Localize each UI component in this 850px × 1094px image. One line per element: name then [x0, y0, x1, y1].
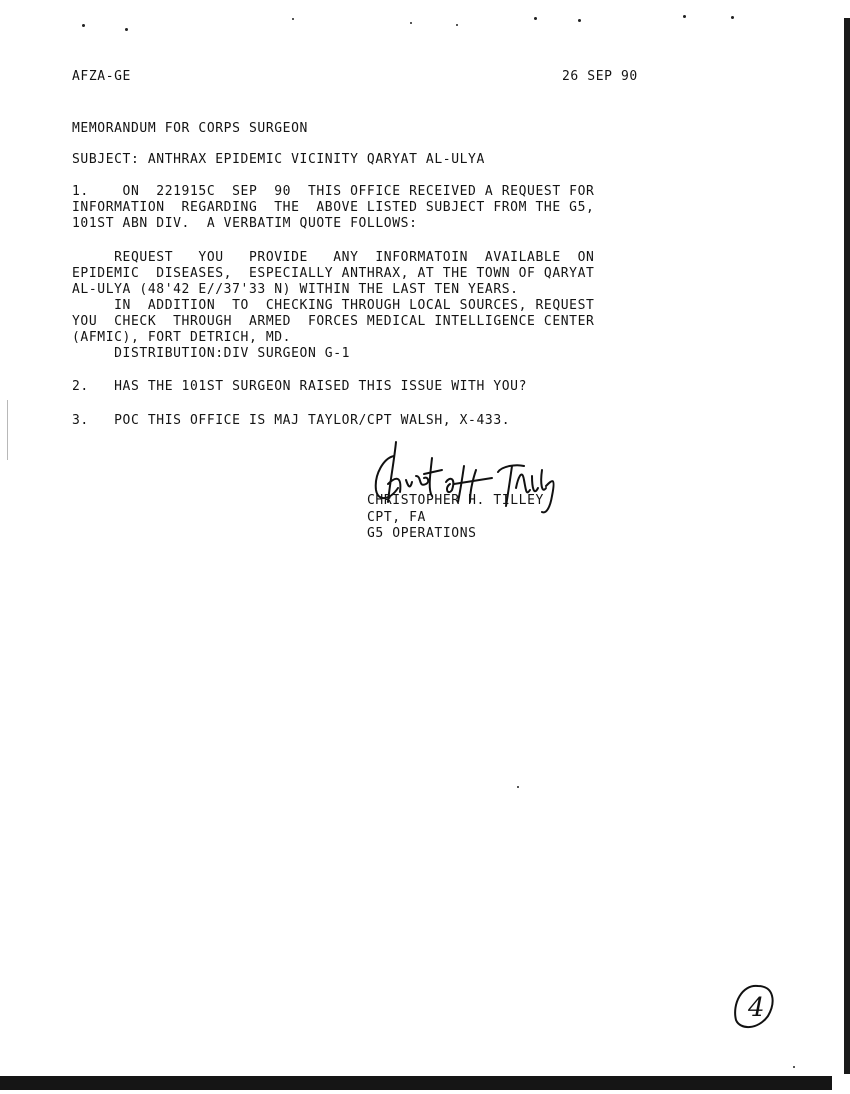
- quote-line6: (AFMIC), FORT DETRICH, MD.: [72, 330, 292, 345]
- scan-speck: [82, 24, 85, 27]
- scan-speck: [534, 17, 537, 20]
- quote-line7: DISTRIBUTION:DIV SURGEON G-1: [72, 346, 351, 361]
- scan-speck: [125, 28, 128, 31]
- quote-line1: REQUEST YOU PROVIDE ANY INFORMATOIN AVAILABLE ON: [72, 250, 595, 265]
- para2: 2. HAS THE 101ST SURGEON RAISED THIS ISSUE WITH YOU?: [72, 379, 528, 394]
- scan-speck: [456, 24, 458, 26]
- scan-speck: [793, 1066, 795, 1068]
- scan-speck: [731, 16, 734, 19]
- quote-line2: EPIDEMIC DISEASES, ESPECIALLY ANTHRAX, AT THE TOWN OF QARYAT: [72, 266, 595, 281]
- handwritten-page-number: [728, 980, 778, 1032]
- quote-line4: IN ADDITION TO CHECKING THROUGH LOCAL SOURCES, REQUEST: [72, 298, 595, 313]
- scan-mark-left: [7, 400, 10, 460]
- memo-subject: SUBJECT: ANTHRAX EPIDEMIC VICINITY QARYAT AL-ULYA: [72, 152, 485, 167]
- scan-speck: [578, 19, 581, 22]
- office-symbol: AFZA-GE: [72, 69, 131, 84]
- memo-addressee: MEMORANDUM FOR CORPS SURGEON: [72, 121, 308, 136]
- scan-speck: [517, 786, 519, 788]
- scan-speck: [292, 18, 294, 20]
- page-number-text: 4: [748, 993, 765, 1023]
- scan-edge-bottom: [0, 1076, 832, 1090]
- para1-line3: 101ST ABN DIV. A VERBATIM QUOTE FOLLOWS:: [72, 216, 418, 231]
- signature-position: G5 OPERATIONS: [367, 526, 477, 541]
- para1-line2: INFORMATION REGARDING THE ABOVE LISTED SUBJECT FROM THE G5,: [72, 200, 595, 215]
- scan-speck: [410, 22, 412, 24]
- para3: 3. POC THIS OFFICE IS MAJ TAYLOR/CPT WALSH, X-433.: [72, 413, 511, 428]
- memo-date: 26 SEP 90: [562, 69, 638, 84]
- signature-name: CHRISTOPHER H. TILLEY: [367, 493, 544, 508]
- para1-line1: 1. ON 221915C SEP 90 THIS OFFICE RECEIVED A REQUEST FOR: [72, 184, 595, 199]
- scan-speck: [683, 15, 686, 18]
- scan-edge-right: [844, 18, 850, 1074]
- quote-line3: AL-ULYA (48'42 E//37'33 N) WITHIN THE LAST TEN YEARS.: [72, 282, 519, 297]
- quote-line5: YOU CHECK THROUGH ARMED FORCES MEDICAL INTELLIGENCE CENTER: [72, 314, 595, 329]
- signature-rank: CPT, FA: [367, 510, 426, 525]
